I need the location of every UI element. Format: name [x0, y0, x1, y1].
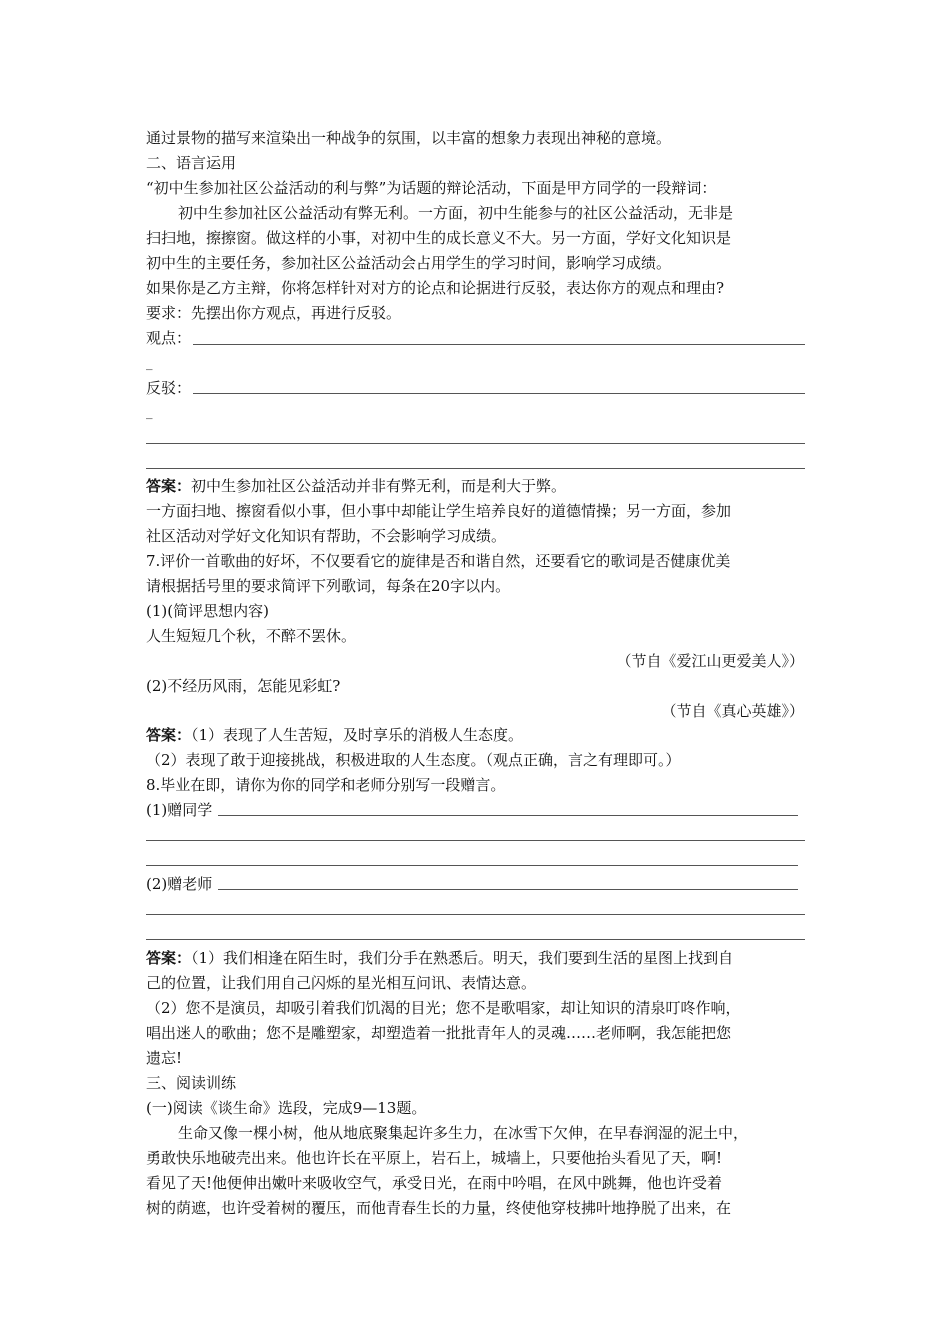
text-line: 如果你是乙方主辩，你将怎样针对对方的论点和论据进行反驳，表达你方的观点和理由?	[146, 279, 725, 297]
answer-label: 答案：	[146, 477, 192, 495]
answer-label: 答案：	[146, 949, 192, 967]
passage-line: 生命又像一棵小树，他从地底聚集起许多生力，在冰雪下欠伸，在早春润湿的泥土中，	[178, 1124, 749, 1142]
answer-line	[146, 725, 523, 745]
blank-tail: _	[146, 405, 153, 420]
lyric-source: （节自《爱江山更爱美人》）	[616, 652, 804, 670]
passage-line: 勇敢快乐地破壳出来。他也许长在平原上，岩石上，城墙上，只要他抬头看见了天，啊!	[146, 1149, 723, 1167]
field-label: 观点：	[146, 329, 192, 347]
text-line: 唱出迷人的歌曲；您不是雕塑家，却塑造着一批批青年人的灵魂……老师啊，我怎能把您	[146, 1024, 732, 1042]
lyric-source: （节自《真心英雄》）	[661, 702, 804, 720]
text-line: “初中生参加社区公益活动的利与弊”为话题的辩论活动，下面是甲方同学的一段辩词：	[146, 179, 717, 197]
answer-label: 答案：	[146, 726, 192, 744]
text-line: 一方面扫地、擦窗看似小事，但小事中却能让学生培养良好的道德情操；另一方面，参加	[146, 502, 732, 520]
answer-blank[interactable]	[193, 344, 805, 345]
passage-line: 看见了天!他便伸出嫩叶来吸收空气，承受日光，在雨中吟唱，在风中跳舞，他也许受着	[146, 1174, 723, 1192]
field-label: 反驳：	[146, 379, 192, 397]
text-line: 通过景物的描写来渲染出一种战争的氛围，以丰富的想象力表现出神秘的意境。	[146, 129, 672, 147]
section-heading: 二、语言运用	[146, 154, 237, 172]
answer-blank[interactable]	[146, 443, 805, 444]
field-label: (1)赠同学	[146, 801, 213, 819]
text-line: 要求：先摆出你方观点，再进行反驳。	[146, 304, 402, 322]
passage-line: 树的荫遮，也许受着树的覆压，而他青春生长的力量，终使他穿枝拂叶地挣脱了出来，在	[146, 1199, 732, 1217]
lyric-line: (2)不经历风雨，怎能见彩虹?	[146, 677, 341, 695]
text-line: 社区活动对学好文化知识有帮助，不会影响学习成绩。	[146, 527, 507, 545]
text-line: （2）表现了敢于迎接挑战，积极进取的人生态度。（观点正确，言之有理即可。）	[146, 751, 681, 769]
answer-blank[interactable]	[146, 840, 805, 841]
answer-blank[interactable]	[146, 468, 805, 469]
answer-blank[interactable]	[193, 393, 805, 394]
lyric-line: 人生短短几个秋，不醉不罢休。	[146, 627, 357, 645]
answer-blank[interactable]	[146, 914, 805, 915]
answer-line	[146, 476, 566, 496]
text-line: 扫扫地，擦擦窗。做这样的小事，对初中生的成长意义不大。另一方面，学好文化知识是	[146, 229, 732, 247]
answer-line	[146, 948, 733, 968]
field-label: (2)赠老师	[146, 875, 213, 893]
answer-blank[interactable]	[218, 889, 798, 890]
answer-blank[interactable]	[218, 815, 798, 816]
text-line: （2）您不是演员，却吸引着我们饥渴的目光；您不是歌唱家，却让知识的清泉叮咚作响，	[146, 999, 741, 1017]
answer-blank[interactable]	[146, 865, 798, 866]
text-line: (1)(简评思想内容)	[146, 602, 269, 620]
text-line: 初中生参加社区公益活动有弊无利。一方面，初中生能参与的社区公益活动，无非是	[178, 204, 734, 222]
text-line: 初中生的主要任务，参加社区公益活动会占用学生的学习时间，影响学习成绩。	[146, 254, 672, 272]
text-line: 请根据括号里的要求简评下列歌词，每条在20字以内。	[146, 577, 511, 595]
blank-tail: _	[146, 356, 153, 371]
answer-blank[interactable]	[146, 939, 805, 940]
text-line: 己的位置，让我们用自己闪烁的星光相互问讯、表情达意。	[146, 974, 537, 992]
section-heading: 三、阅读训练	[146, 1074, 237, 1092]
text-line: (一)阅读《谈生命》选段，完成9—13题。	[146, 1099, 427, 1117]
text-line: 遗忘!	[146, 1049, 183, 1067]
answer-text: （1）我们相逢在陌生时，我们分手在熟悉后。明天，我们要到生活的星图上找到自	[191, 949, 734, 967]
answer-text: （1）表现了人生苦短，及时享乐的消极人生态度。	[191, 726, 524, 744]
question-7: 7.评价一首歌曲的好坏，不仅要看它的旋律是否和谐自然，还要看它的歌词是否健康优美	[146, 552, 731, 570]
answer-text: 初中生参加社区公益活动并非有弊无利，而是利大于弊。	[191, 477, 567, 495]
question-8: 8.毕业在即，请你为你的同学和老师分别写一段赠言。	[146, 776, 506, 794]
